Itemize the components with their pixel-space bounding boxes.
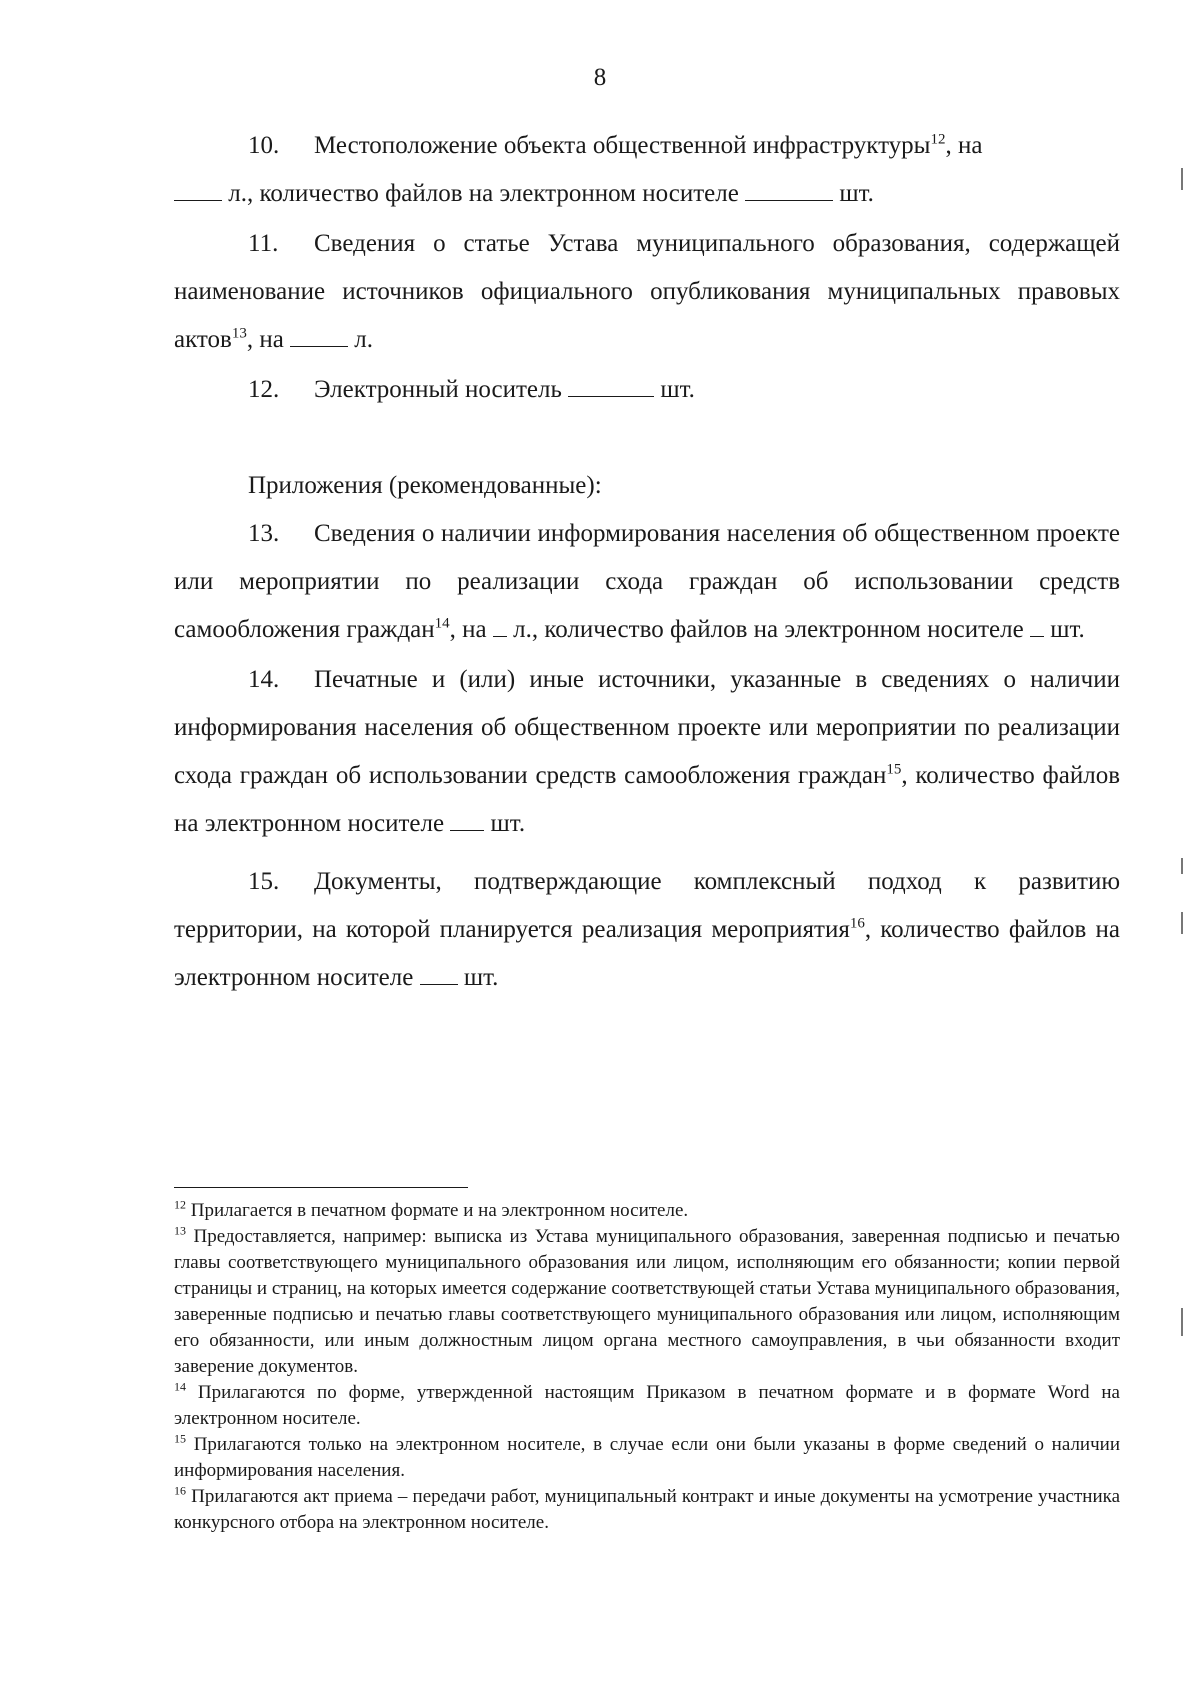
- page-number: 8: [593, 64, 607, 91]
- item-number: 10.: [248, 132, 280, 159]
- footnotes: [174, 1198, 1120, 1536]
- footnote-13: $^{13}$ Предоставляется, например: выписка из Устава муниципального образования, заверенная подписью и печатью главы соответствующего муниципального образования или лицом, исполняющим его обязанности; копии первой страницы и страниц, на которых имеется содержание соответствующей статьи Устава муниципального образования, заверенные подписью и печатью главы соответствующего муниципального образования или лицом, исполняющим его обязанности, или иным должностным лицом органа местного самоуправления, в чьи обязанности входит заверение документов.: [174, 1223, 1120, 1377]
- blank-line: [420, 964, 458, 985]
- appendix-heading: Приложения (рекомендованные):: [248, 472, 602, 499]
- blank-line: [493, 616, 507, 637]
- list-item-12: 12. Электронный носитель шт.: [174, 366, 1120, 414]
- footnote-ref: 16: [849, 915, 865, 932]
- list-item-13: 13. Сведения о наличии информирования населения об общественном проекте или мероприятии по реализации схода граждан об использовании средств самообложения граждан$^{14}$, на л., количество файлов на электронном носителе шт.: [174, 510, 1120, 654]
- blank-line: [1030, 616, 1044, 637]
- list-item-10: 10. Местоположение объекта общественной инфраструктуры$^{12}$, на л., количество файлов на электронном носителе шт.: [174, 122, 1120, 218]
- list-item-11: 11. Сведения о статье Устава муниципального образования, содержащей наименование источников официального опубликования муниципальных правовых актов$^{13}$, на л.: [174, 220, 1120, 364]
- blank-line: [450, 810, 484, 831]
- blank-line: [290, 326, 348, 347]
- list-item-15: 15. Документы, подтверждающие комплексный подход к развитию территории, на которой планируется реализация мероприятия$^{16}$, количество файлов на электронном носителе шт.: [174, 858, 1120, 1002]
- scan-artifact: [1181, 912, 1183, 934]
- blank-line: [568, 376, 654, 397]
- item-number: 13.: [248, 520, 280, 547]
- footnote-15: $^{15}$ Прилагаются только на электронном носителе, в случае если они были указаны в форме сведений о наличии информирования населения.: [174, 1431, 1120, 1481]
- footnote-12: $^{12}$ Прилагается в печатном формате и на электронном носителе.: [174, 1197, 689, 1221]
- item-number: 15.: [248, 868, 280, 895]
- main-text: [174, 122, 1120, 1002]
- item-number: 11.: [248, 230, 279, 257]
- item-number: 12.: [248, 376, 280, 403]
- footnote-ref: 12: [930, 131, 946, 148]
- footnote-16: $^{16}$ Прилагаются акт приема – передачи работ, муниципальный контракт и иные документы на усмотрение участника конкурсного отбора на электронном носителе.: [174, 1483, 1120, 1533]
- item-number: 14.: [248, 666, 280, 693]
- scan-artifact: [1181, 168, 1183, 190]
- footnote-ref: 13: [231, 325, 247, 342]
- footnote-ref: 15: [886, 761, 902, 778]
- list-item-14: 14. Печатные и (или) иные источники, указанные в сведениях о наличии информирования населения об общественном проекте или мероприятии по реализации схода граждан об использовании средств самообложения граждан$^{15}$, количество файлов на электронном носителе шт.: [174, 656, 1120, 848]
- footnote-separator: [174, 1187, 468, 1188]
- blank-line: [174, 180, 222, 201]
- footnote-14: $^{14}$ Прилагаются по форме, утвержденной настоящим Приказом в печатном формате и в формате Word на электронном носителе.: [174, 1379, 1120, 1429]
- blank-line: [745, 180, 833, 201]
- scan-artifact: [1181, 858, 1183, 874]
- scan-artifact: [1181, 1308, 1183, 1336]
- footnote-ref: 14: [434, 615, 450, 632]
